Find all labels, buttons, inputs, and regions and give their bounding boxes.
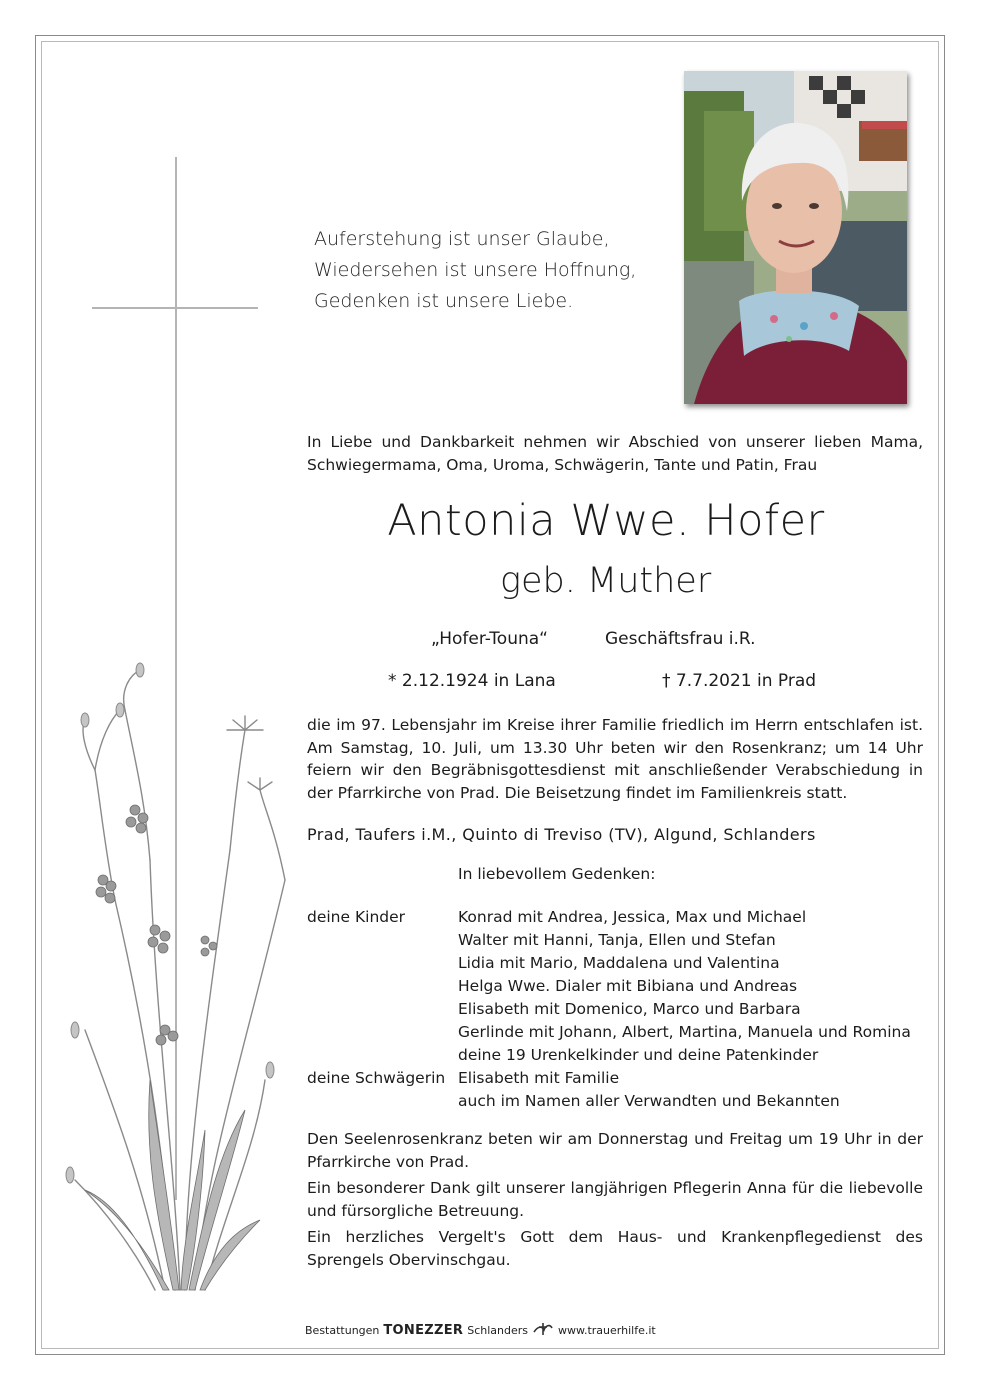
mourner-names: Elisabeth mit Domenico, Marco und Barbara: [458, 1000, 801, 1018]
mourner-relation: deine Schwägerin: [307, 1069, 446, 1087]
mourner-relation: [307, 929, 458, 952]
mourner-row: [307, 998, 911, 1021]
mourner-names: auch im Namen aller Verwandten und Bekannten: [458, 1092, 840, 1110]
mourner-names: Helga Wwe. Dialer mit Bibiana und Andreas: [458, 977, 798, 995]
maiden-name: geb. Muther: [500, 561, 712, 601]
mourner-names: Lidia mit Mario, Maddalena und Valentina: [458, 954, 780, 972]
deceased-name-text: Antonia Wwe. Hofer: [387, 496, 825, 546]
portrait-photo: [684, 71, 907, 404]
funeral-home-footer: [305, 1322, 656, 1339]
closing-paragraph: Den Seelenrosenkranz beten wir am Donnerstag und Freitag um 19 Uhr in der Pfarrkirche von Prad.: [307, 1130, 923, 1171]
mourner-names: Elisabeth mit Familie: [458, 1069, 620, 1087]
death-date: † 7.7.2021 in Prad: [662, 671, 817, 691]
mourner-names: Gerlinde mit Johann, Albert, Martina, Manuela und Romina: [458, 1023, 911, 1041]
mourner-relation: [307, 975, 458, 998]
wildflower-illustration: [55, 650, 295, 1300]
footer-website: www.trauerhilfe.it: [558, 1324, 656, 1337]
mourner-relation: [307, 998, 458, 1021]
mourner-row: [307, 1021, 911, 1044]
mourner-relation: [307, 1090, 458, 1113]
deceased-name: [0, 496, 982, 546]
mourner-row: [307, 1090, 911, 1113]
mourner-names: deine 19 Urenkelkinder und deine Patenkinder: [458, 1046, 819, 1064]
mourner-row: [307, 975, 911, 998]
mourner-row: [307, 906, 911, 929]
mourners-list: [307, 906, 911, 1113]
mourner-relation: [307, 1044, 458, 1067]
candle-icon: [532, 1322, 554, 1339]
closing-paragraph: Ein herzliches Vergelt's Gott dem Haus- und Krankenpflegedienst des Sprengels Obervinschgau.: [307, 1228, 923, 1269]
mourner-row: [307, 1044, 911, 1067]
closing-paragraph: Ein besonderer Dank gilt unserer langjährigen Pflegerin Anna für die liebevolle und fürsorgliche Betreuung.: [307, 1179, 923, 1220]
nickname: „Hofer-Touna“: [431, 629, 548, 649]
mourner-relation: deine Kinder: [307, 908, 406, 926]
footer-town: Schlanders: [467, 1324, 528, 1337]
mourner-names: Konrad mit Andrea, Jessica, Max und Michael: [458, 908, 807, 926]
mourner-row: [307, 929, 911, 952]
motto-line: Auferstehung ist unser Glaube,: [314, 228, 610, 250]
cross-horizontal-bar: [92, 307, 258, 309]
mourner-row: [307, 1067, 911, 1090]
footer-brand: TONEZZER: [383, 1323, 464, 1338]
motto-line: Wiedersehen ist unsere Hoffnung,: [314, 259, 637, 281]
mourner-relation: [307, 952, 458, 975]
motto-line: Gedenken ist unsere Liebe.: [314, 290, 574, 312]
announcement-text: die im 97. Lebensjahr im Kreise ihrer Familie friedlich im Herrn entschlafen ist. Am Samstag, 10. Juli, um 13.30 Uhr beten wir den Rosenkranz; um 14 Uhr feiern wir den Begräbnisgottesdienst mit anschließender Verabschiedung in der Pfarrkirche von Prad. Die Beisetzung findet im Familienkreis statt.: [307, 716, 923, 802]
occupation: Geschäftsfrau i.R.: [605, 629, 756, 649]
intro-text: In Liebe und Dankbarkeit nehmen wir Abschied von unserer lieben Mama, Schwiegermama, Oma, Uroma, Schwägerin, Tante und Patin, Frau: [307, 433, 923, 474]
mourner-row: [307, 952, 911, 975]
closing-text: [307, 1128, 923, 1275]
mourner-relation: [307, 1021, 458, 1044]
birth-date: * 2.12.1924 in Lana: [388, 671, 556, 691]
places-of-mourners: Prad, Taufers i.M., Quinto di Treviso (TV), Algund, Schlanders: [307, 825, 816, 844]
mourner-names: Walter mit Hanni, Tanja, Ellen und Stefan: [458, 931, 776, 949]
memory-label: In liebevollem Gedenken:: [458, 865, 656, 883]
motto: [314, 224, 636, 317]
footer-prefix: Bestattungen: [305, 1324, 380, 1337]
